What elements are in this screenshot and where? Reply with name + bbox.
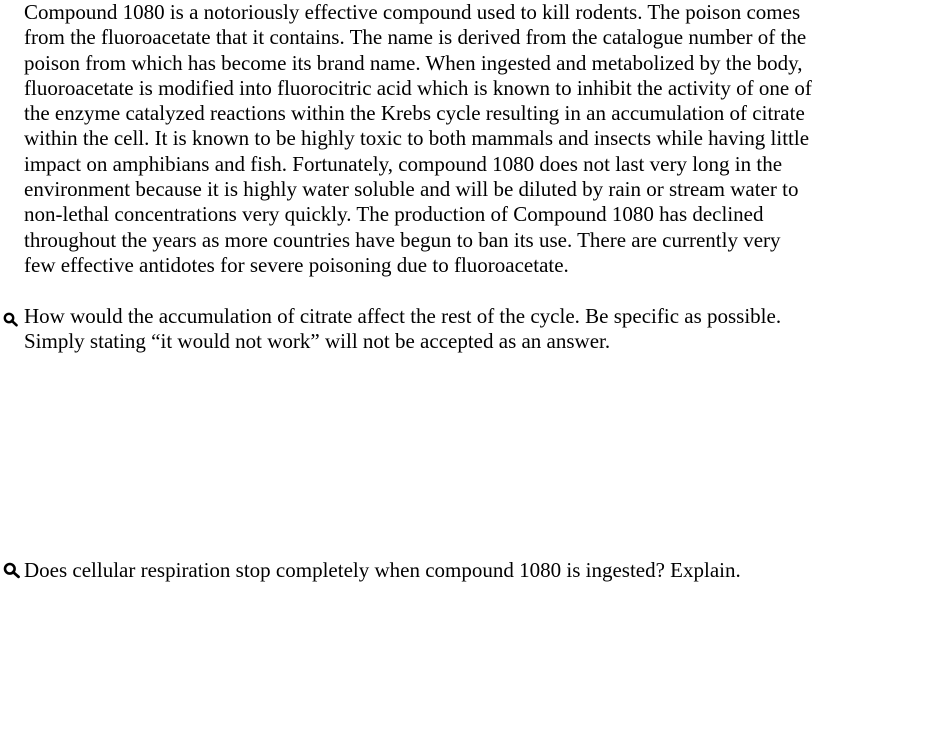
passage-line: few effective antidotes for severe poisoning due to fluoroacetate. xyxy=(24,252,569,277)
question-magnifier-icon xyxy=(3,308,18,323)
question-line: Simply stating “it would not work” will not be accepted as an answer. xyxy=(24,329,611,354)
answer-space-2[interactable] xyxy=(24,590,904,740)
question-magnifier-icon xyxy=(3,560,20,577)
question-1-text xyxy=(24,304,904,355)
reading-passage xyxy=(24,0,904,278)
passage-line: impact on amphibians and fish. Fortunately, compound 1080 does not last very long in the xyxy=(24,151,783,176)
question-line: Does cellular respiration stop completely when compound 1080 is ingested? Explain. xyxy=(24,558,741,582)
answer-space-1[interactable] xyxy=(24,360,904,550)
passage-line: throughout the years as more countries have begun to ban its use. There are currently very xyxy=(24,227,781,252)
passage-line: from the fluoroacetate that it contains. The name is derived from the catalogue number of the xyxy=(24,25,807,50)
question-2-text xyxy=(24,558,904,583)
passage-line: within the cell. It is known to be highly toxic to both mammals and insects while having little xyxy=(24,126,810,151)
question-line: How would the accumulation of citrate affect the rest of the cycle. Be specific as possible. xyxy=(24,304,782,328)
passage-line: poison from which has become its brand name. When ingested and metabolized by the body, xyxy=(24,50,803,75)
passage-line: fluoroacetate is modified into fluorocitric acid which is known to inhibit the activity of one of xyxy=(24,75,812,100)
passage-line: the enzyme catalyzed reactions within the Krebs cycle resulting in an accumulation of citrate xyxy=(24,101,805,126)
passage-line: environment because it is highly water soluble and will be diluted by rain or stream water to xyxy=(24,177,799,202)
passage-line: non-lethal concentrations very quickly. The production of Compound 1080 has declined xyxy=(24,202,764,227)
passage-line: Compound 1080 is a notoriously effective compound used to kill rodents. The poison comes xyxy=(24,0,801,24)
